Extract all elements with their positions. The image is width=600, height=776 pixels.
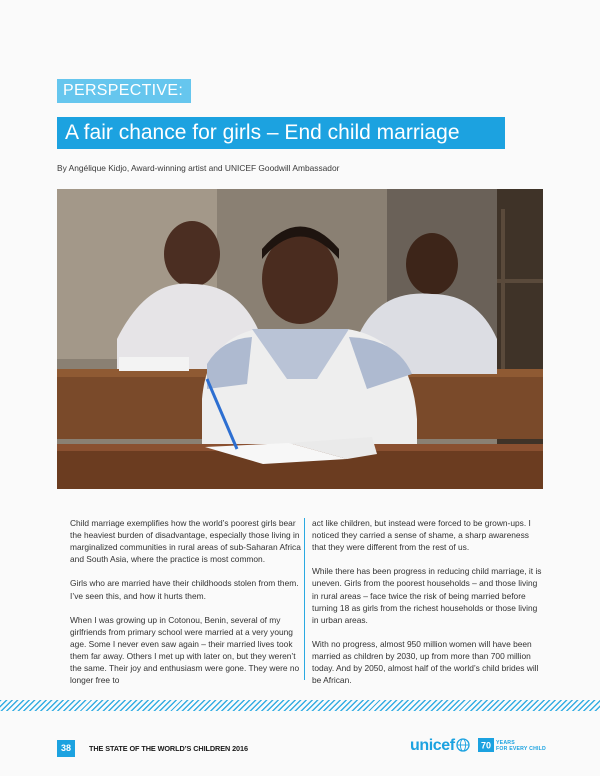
- publication-title: THE STATE OF THE WORLD’S CHILDREN 2016: [89, 744, 248, 753]
- article-photo: [57, 189, 543, 489]
- anniversary-number: 70: [480, 740, 492, 751]
- page-number: 38: [57, 740, 75, 757]
- seventy-years-badge-icon: [478, 738, 494, 752]
- body-paragraph: Girls who are married have their childhoods stolen from them. I’ve seen this, and how it hurts them.: [70, 578, 299, 601]
- body-paragraph: Child marriage exemplifies how the world’s poorest girls bear the heaviest burden of disadvantage, especially those living in marginalized communities in rural areas of sub-Saharan Africa and South Asia, where the practice is most common.: [70, 518, 301, 565]
- body-paragraph: When I was growing up in Cotonou, Benin, several of my girlfriends from primary school were married at a very young age. Some I never even saw again – their married lives took them far away. Others I met up with later on, but they weren’t the same. Their joy and enthusiasm were gone. They were no longer free to: [70, 614, 300, 686]
- classroom-photo-illustration: [57, 189, 543, 489]
- article-title: A fair chance for girls – End child marriage: [57, 117, 505, 149]
- body-column-left: [70, 517, 302, 698]
- globe-icon: [456, 738, 470, 752]
- body-paragraph: While there has been progress in reducing child marriage, it is uneven. Girls from the poorest households – and those living in rural areas – face twice the risk of being married before turning 18 as girls from the richest households or those living in urban areas.: [312, 566, 542, 625]
- decorative-hatch-band: [0, 700, 600, 711]
- anniversary-line-1: YEARS: [496, 740, 515, 746]
- column-divider: [304, 518, 305, 680]
- body-column-right: [312, 517, 544, 698]
- unicef-logo-text: unicef: [410, 737, 455, 754]
- body-paragraph: act like children, but instead were forced to be grown-ups. I noticed they carried a sense of shame, a sharp awareness that they were different from the rest of us.: [312, 518, 531, 553]
- anniversary-line-2: FOR EVERY CHILD: [496, 746, 546, 752]
- article-byline: By Angélique Kidjo, Award-winning artist and UNICEF Goodwill Ambassador: [57, 163, 340, 173]
- anniversary-tagline: [496, 740, 546, 752]
- section-kicker: PERSPECTIVE:: [57, 79, 191, 103]
- body-paragraph: With no progress, almost 950 million women will have been married as children by 2030, up from more than 700 million today. And by 2050, almost half of the world’s child brides will be African.: [312, 638, 539, 686]
